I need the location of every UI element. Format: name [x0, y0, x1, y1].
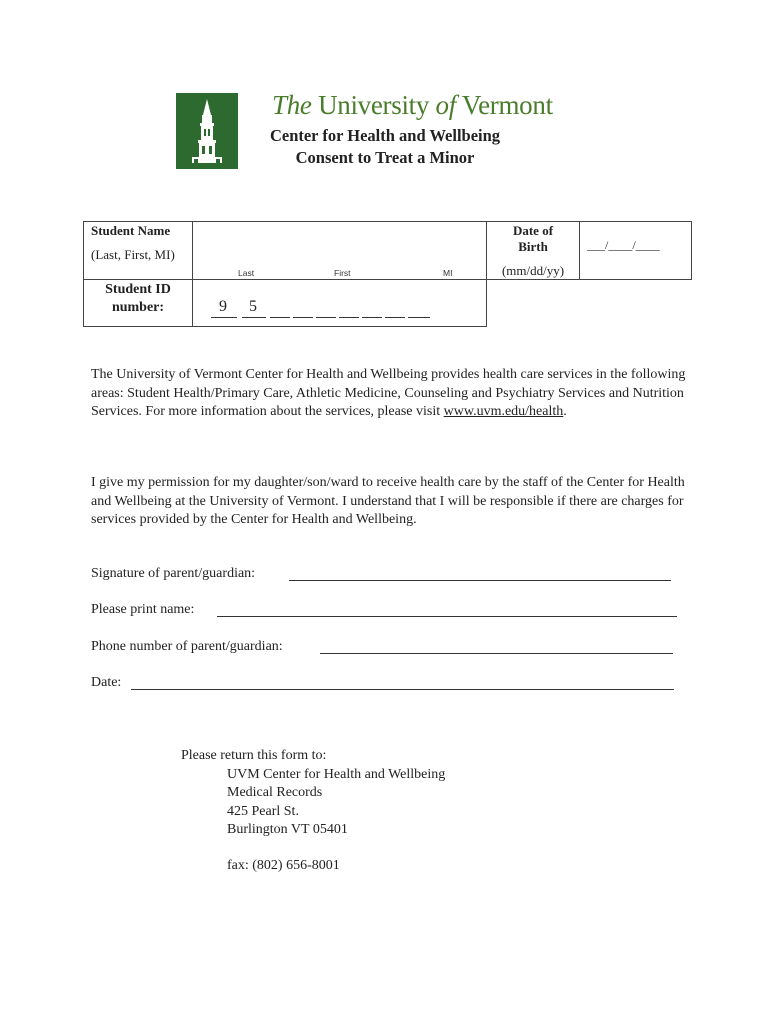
- id-blank-6: [339, 317, 359, 318]
- signature-label: Signature of parent/guardian:: [91, 566, 256, 581]
- dob-label-1: Date of: [512, 223, 554, 238]
- dob-format: (mm/dd/yy): [501, 263, 565, 278]
- institution-of: of: [435, 90, 456, 120]
- return-heading: Please return this form to:: [181, 748, 327, 763]
- id-blank-4: [293, 317, 313, 318]
- center-name: Center for Health and Wellbeing: [269, 126, 501, 145]
- return-line-3: 425 Pearl St.: [227, 804, 299, 819]
- return-line-4: Burlington VT 05401: [227, 822, 348, 837]
- intro-text: The University of Vermont Center for Health and Wellbeing provides health care services in the following areas: Student Health/Primary Care, Athletic Medicine, Counseling and Psychiatry Services and Nutrition Services. For more information about the services, please visit: [91, 367, 686, 419]
- student-id-digit-2: 5: [249, 298, 257, 315]
- institution-the: The: [272, 90, 312, 120]
- id-blank-5: [316, 317, 336, 318]
- table-divider-dob-value: [579, 221, 580, 280]
- health-website-link[interactable]: www.uvm.edu/health: [443, 404, 564, 419]
- student-id-label-2: number:: [111, 300, 165, 315]
- date-label: Date:: [91, 675, 122, 690]
- phone-field[interactable]: [320, 653, 673, 654]
- id-blank-8: [385, 317, 405, 318]
- signature-field[interactable]: [289, 580, 671, 581]
- name-sub-last: Last: [238, 268, 255, 278]
- student-id-label-1: Student ID: [105, 282, 171, 297]
- permission-paragraph: I give my permission for my daughter/son/ward to receive health care by the staff of the Center for Health and Wellbeing at the University of Vermont. I understand that I will be responsible if there are charges for services provided by the Center for Health and Wellbeing.: [91, 475, 685, 527]
- institution-university: University: [318, 90, 430, 120]
- student-id-digit-1: 9: [219, 298, 227, 315]
- table-border-middle: [83, 279, 692, 280]
- id-blank-7: [362, 317, 382, 318]
- print-name-label: Please print name:: [91, 602, 195, 617]
- form-title: Consent to Treat a Minor: [295, 148, 475, 167]
- intro-paragraph: [91, 366, 691, 422]
- phone-label: Phone number of parent/guardian:: [91, 639, 283, 654]
- student-id-input[interactable]: [208, 298, 432, 320]
- table-border-right: [691, 221, 692, 280]
- dob-input[interactable]: ___/____/____: [587, 238, 660, 252]
- student-name-format: (Last, First, MI): [91, 247, 175, 262]
- id-blank-9: [408, 317, 430, 318]
- student-name-label: Student Name: [91, 223, 171, 238]
- return-line-2: Medical Records: [227, 785, 323, 800]
- id-blank-2: [242, 317, 266, 318]
- id-blank-3: [270, 317, 290, 318]
- print-name-field[interactable]: [217, 616, 677, 617]
- intro-end: .: [563, 404, 567, 419]
- institution-name: [272, 90, 553, 121]
- dob-label-2: Birth: [518, 239, 548, 254]
- id-blank-1: [211, 317, 237, 318]
- name-sub-mi: MI: [443, 268, 453, 278]
- return-line-1: UVM Center for Health and Wellbeing: [227, 767, 446, 782]
- date-field[interactable]: [131, 689, 674, 690]
- institution-vermont: Vermont: [461, 90, 553, 120]
- name-sub-first: First: [334, 268, 351, 278]
- table-border-bottom: [83, 326, 487, 327]
- return-fax: fax: (802) 656-8001: [227, 858, 340, 873]
